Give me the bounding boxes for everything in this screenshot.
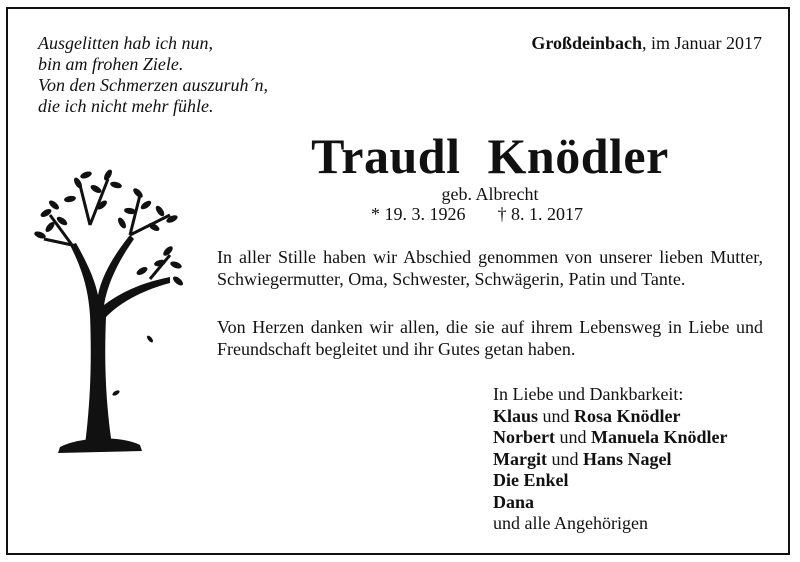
- thanks-paragraph: Von Herzen danken wir allen, die sie auf ihrem Lebensweg in Liebe und Freundschaft begleitet und ihr Gutes getan haben.: [217, 317, 763, 359]
- signer-name: Rosa Knödler: [574, 405, 681, 426]
- life-dates: [371, 204, 583, 225]
- signature-line: Margit und Hans Nagel: [493, 448, 672, 469]
- signature-line: [493, 470, 728, 492]
- signer-name: Dana: [493, 491, 535, 512]
- first-name: Traudl: [311, 128, 461, 184]
- farewell-paragraph: In aller Stille haben wir Abschied genommen von unserer lieben Mutter, Schwiegermutter, Oma, Schwester, Schwägerin, Patin und Tante.: [217, 247, 763, 289]
- deceased-name: [0, 127, 800, 185]
- signer-name: Hans Nagel: [582, 448, 672, 469]
- signature-block: [493, 384, 728, 535]
- last-name: Knödler: [487, 128, 669, 184]
- poem-line: Von den Schmerzen auszuruh´n,: [38, 75, 268, 95]
- signature-outro: und alle Angehörigen: [493, 513, 648, 533]
- signature-line: Norbert und Manuela Knödler: [493, 427, 728, 447]
- place-name: Großdeinbach: [531, 33, 643, 53]
- signature-intro: In Liebe und Dankbarkeit:: [493, 384, 684, 404]
- signer-name: Manuela Knödler: [590, 427, 728, 447]
- poem: [38, 33, 268, 117]
- poem-line: die ich nicht mehr fühle.: [38, 96, 214, 116]
- poem-line: bin am frohen Ziele.: [38, 54, 184, 74]
- signer-name: Margit: [493, 448, 547, 469]
- signer-name: Die Enkel: [493, 470, 569, 490]
- signer-name: Klaus: [493, 405, 539, 426]
- signature-line: [493, 492, 728, 514]
- signer-name: Norbert: [493, 427, 555, 447]
- poem-line: Ausgelitten hab ich nun,: [38, 33, 213, 53]
- birth-date: * 19. 3. 1926: [371, 204, 466, 224]
- tree-silhouette-icon: [30, 165, 190, 455]
- place-date: [531, 33, 762, 54]
- signature-line: Klaus und Rosa Knödler: [493, 405, 681, 426]
- death-date: † 8. 1. 2017: [497, 204, 583, 224]
- born-name: geb. Albrecht: [441, 184, 539, 204]
- date-text: , im Januar 2017: [642, 33, 762, 53]
